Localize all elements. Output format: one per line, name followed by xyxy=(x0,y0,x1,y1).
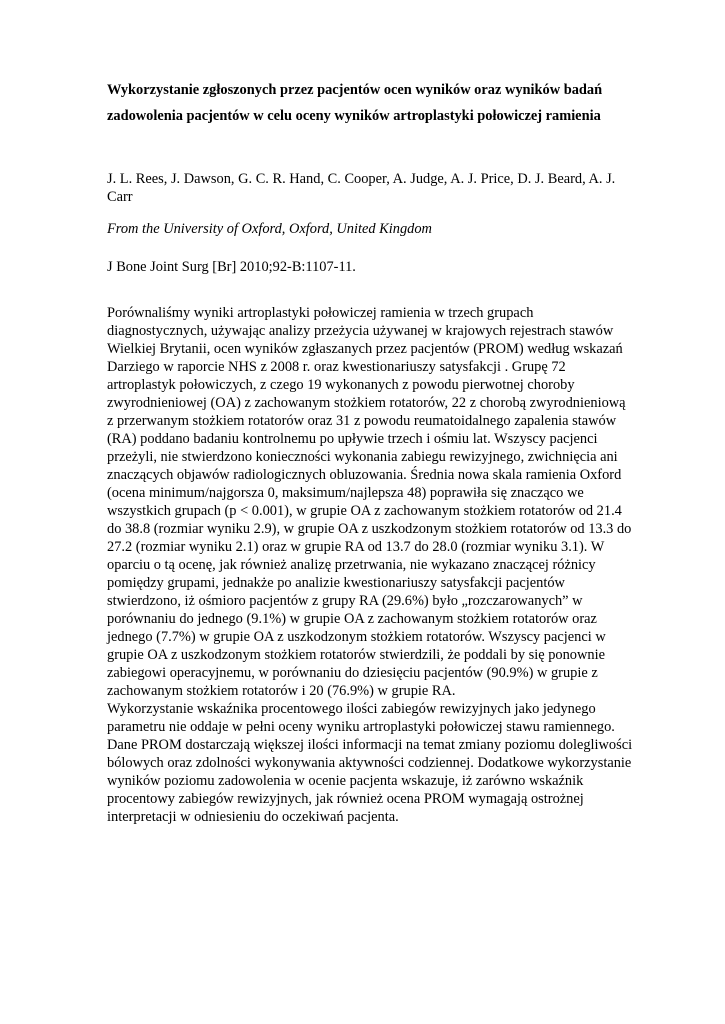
affiliation: From the University of Oxford, Oxford, United Kingdom xyxy=(107,221,432,237)
document-title xyxy=(107,77,647,129)
abstract-paragraph-1: Porównaliśmy wyniki artroplastyki połowiczej ramienia w trzech grupach diagnostycznych, używając analizy przeżycia używanej w krajowych rejestrach stawów Wielkiej Brytanii, ocen wyników zgłaszanych przez pacjentów (PROM) według wskazań Darziego w raporcie NHS z 2008 r. oraz kwestionariuszy satysfakcji . Grupę 72 artroplastyk połowiczych, z czego 19 wykonanych z powodu pierwotnej choroby zwyrodnieniowej (OA) z zachowanym stożkiem rotatorów, 22 z chorobą zwyrodnieniową z przerwanym stożkiem rotatorów oraz 31 z powodu reumatoidalnego zapalenia stawów (RA) poddano badaniu kontrolnemu po upływie trzech i ośmiu lat. Wszyscy pacjenci przeżyli, nie stwierdzono konieczności wykonania zabiegu rewizyjnego, zwichnięcia ani znaczących objawów radiologicznych obluzowania. Średnia nowa skala ramienia Oxford (ocena minimum/najgorsza 0, maksimum/najlepsza 48) poprawiła się znacząco we wszystkich grupach (p < 0.001), w grupie OA z zachowanym stożkiem rotatorów od 21.4 do 38.8 (rozmiar wyniku 2.9), w grupie OA z uszkodzonym stożkiem rotatorów od 13.3 do 27.2 (rozmiar wyniku 2.1) oraz w grupie RA od 13.7 do 28.0 (rozmiar wyniku 3.1). W oparciu o tą ocenę, jak również analizę przetrwania, nie wykazano znaczącej różnicy pomiędzy grupami, jednakże po analizie kwestionariuszy satysfakcji pacjentów stwierdzono, iż ośmioro pacjentów z grupy RA (29.6%) było „rozczarowanych” w porównaniu do jednego (9.1%) w grupie OA z zachowanym stożkiem rotatorów oraz jednego (7.7%) w grupie OA z uszkodzonym stożkiem rotatorów. Wszyscy pacjenci w grupie OA z uszkodzonym stożkiem rotatorów stwierdzili, że poddali by się ponownie zabiegowi operacyjnemu, w porównaniu do dziesięciu pacjentów (90.9%) w grupie z zachowanym stożkiem rotatorów i 20 (76.9%) w grupie RA. xyxy=(107,305,632,699)
journal-citation: J Bone Joint Surg [Br] 2010;92-B:1107-11. xyxy=(107,259,356,275)
title-line-2: zadowolenia pacjentów w celu oceny wyników artroplastyki połowiczej ramienia xyxy=(107,108,601,124)
abstract-paragraph-2: Wykorzystanie wskaźnika procentowego ilości zabiegów rewizyjnych jako jedynego parametru nie oddaje w pełni oceny wyniku artroplastyki połowiczej stawu ramiennego. Dane PROM dostarczają większej ilości informacji na temat zmiany poziomu dolegliwości bólowych oraz zdolności wykonywania aktywności codziennej. Dodatkowe wykorzystanie wyników poziomu zadowolenia w ocenie pacjenta wskazuje, iż zarówno wskaźnik procentowy zabiegów rewizyjnych, jak również ocena PROM wymagają ostrożnej interpretacji w odniesieniu do oczekiwań pacjenta. xyxy=(107,701,633,825)
abstract xyxy=(107,304,635,826)
author-list: J. L. Rees, J. Dawson, G. C. R. Hand, C. Cooper, A. Judge, A. J. Price, D. J. Beard, A. J. Carr xyxy=(107,171,616,205)
title-line-1: Wykorzystanie zgłoszonych przez pacjentów ocen wyników oraz wyników badań xyxy=(107,82,603,98)
